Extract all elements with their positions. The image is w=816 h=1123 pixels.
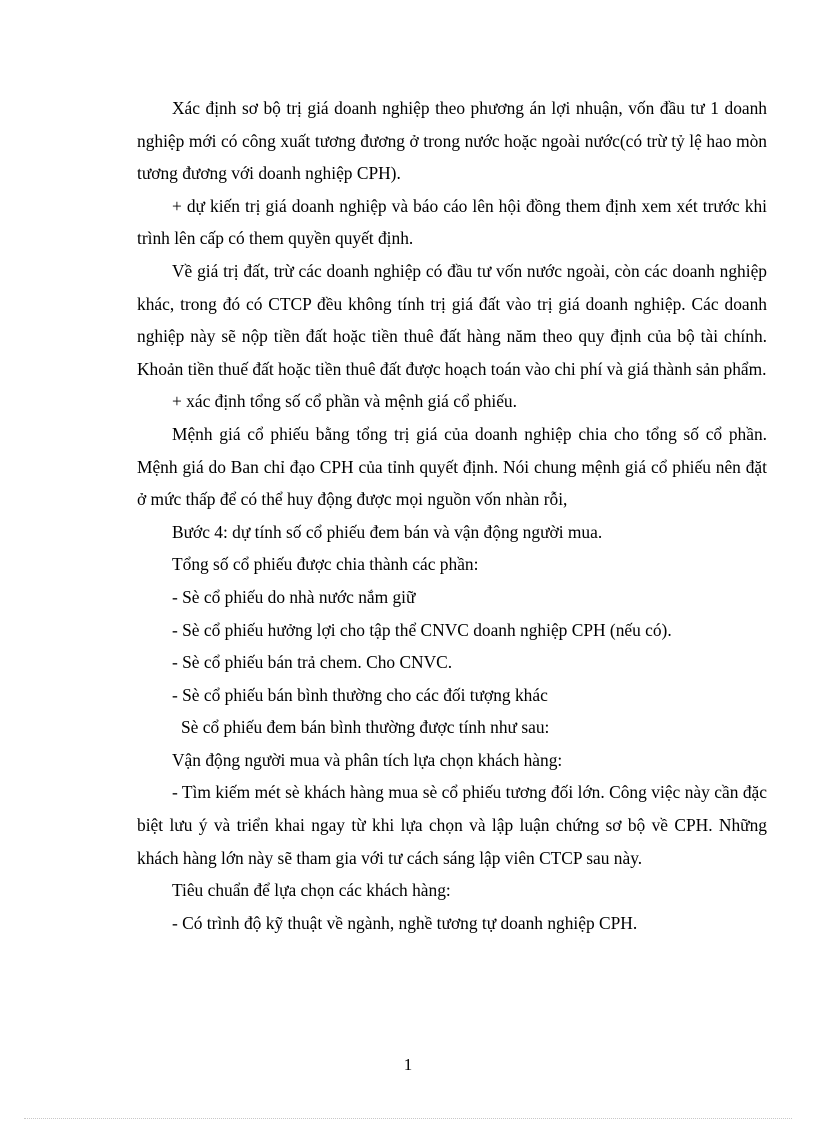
document-body bbox=[137, 92, 767, 939]
page-number: 1 bbox=[403, 1055, 413, 1074]
list-item: - Sè cổ phiếu bán bình thường cho các đối tượng khác bbox=[172, 684, 548, 705]
paragraph: Xác định sơ bộ trị giá doanh nghiệp theo phương án lợi nhuận, vốn đầu tư 1 doanh nghiệp mới có công xuất tương đương ở trong nước hoặc ngoài nước(có trừ tỷ lệ hao mòn tương đương với doanh nghiệp CPH). bbox=[137, 98, 767, 184]
list-item: - Có trình độ kỹ thuật về ngành, nghề tương tự doanh nghiệp CPH. bbox=[172, 912, 638, 933]
paragraph: Tổng số cổ phiếu được chia thành các phần: bbox=[172, 554, 479, 575]
paragraph: Tiêu chuẩn để lựa chọn các khách hàng: bbox=[172, 880, 451, 901]
page-divider bbox=[24, 1118, 792, 1119]
paragraph: Về giá trị đất, trừ các doanh nghiệp có đầu tư vốn nước ngoài, còn các doanh nghiệp khác, trong đó có CTCP đều không tính trị giá đất vào trị giá doanh nghiệp. Các doanh nghiệp này sẽ nộp tiền đất hoặc tiền thuê đất hàng năm theo quy định của bộ tài chính. Khoản tiền thuế đất hoặc tiền thuê đất được hoạch toán vào chi phí và giá thành sản phẩm. bbox=[137, 260, 767, 379]
list-item: - Sè cổ phiếu hưởng lợi cho tập thể CNVC doanh nghiệp CPH (nếu có). bbox=[172, 619, 672, 640]
list-item: - Sè cổ phiếu do nhà nước nắm giữ bbox=[172, 586, 416, 607]
paragraph: + xác định tổng số cổ phần và mệnh giá cổ phiếu. bbox=[172, 391, 517, 412]
paragraph: Mệnh giá cổ phiếu bằng tổng trị giá của doanh nghiệp chia cho tổng số cổ phần. Mệnh giá do Ban chỉ đạo CPH của tỉnh quyết định. Nói chung mệnh giá cổ phiếu nên đặt ở mức thấp để có thể huy động được mọi nguồn vốn nhàn rỗi, bbox=[137, 423, 767, 510]
paragraph: Sè cổ phiếu đem bán bình thường được tính như sau: bbox=[181, 717, 550, 738]
list-item: - Tìm kiếm mét sè khách hàng mua sè cổ phiếu tương đối lớn. Công việc này cần đặc biệt lưu ý và triển khai ngay từ khi lựa chọn và lập luận chứng sơ bộ về CPH. Những khách hàng lớn này sẽ tham gia với tư cách sáng lập viên CTCP sau này. bbox=[137, 782, 767, 868]
paragraph: + dự kiến trị giá doanh nghiệp và báo cáo lên hội đồng them định xem xét trước khi trình lên cấp có them quyền quyết định. bbox=[137, 195, 767, 249]
paragraph: Bước 4: dự tính số cổ phiếu đem bán và vận động người mua. bbox=[172, 521, 603, 542]
paragraph: Vận động người mua và phân tích lựa chọn khách hàng: bbox=[172, 749, 563, 770]
list-item: - Sè cổ phiếu bán trả chem. Cho CNVC. bbox=[172, 652, 453, 673]
